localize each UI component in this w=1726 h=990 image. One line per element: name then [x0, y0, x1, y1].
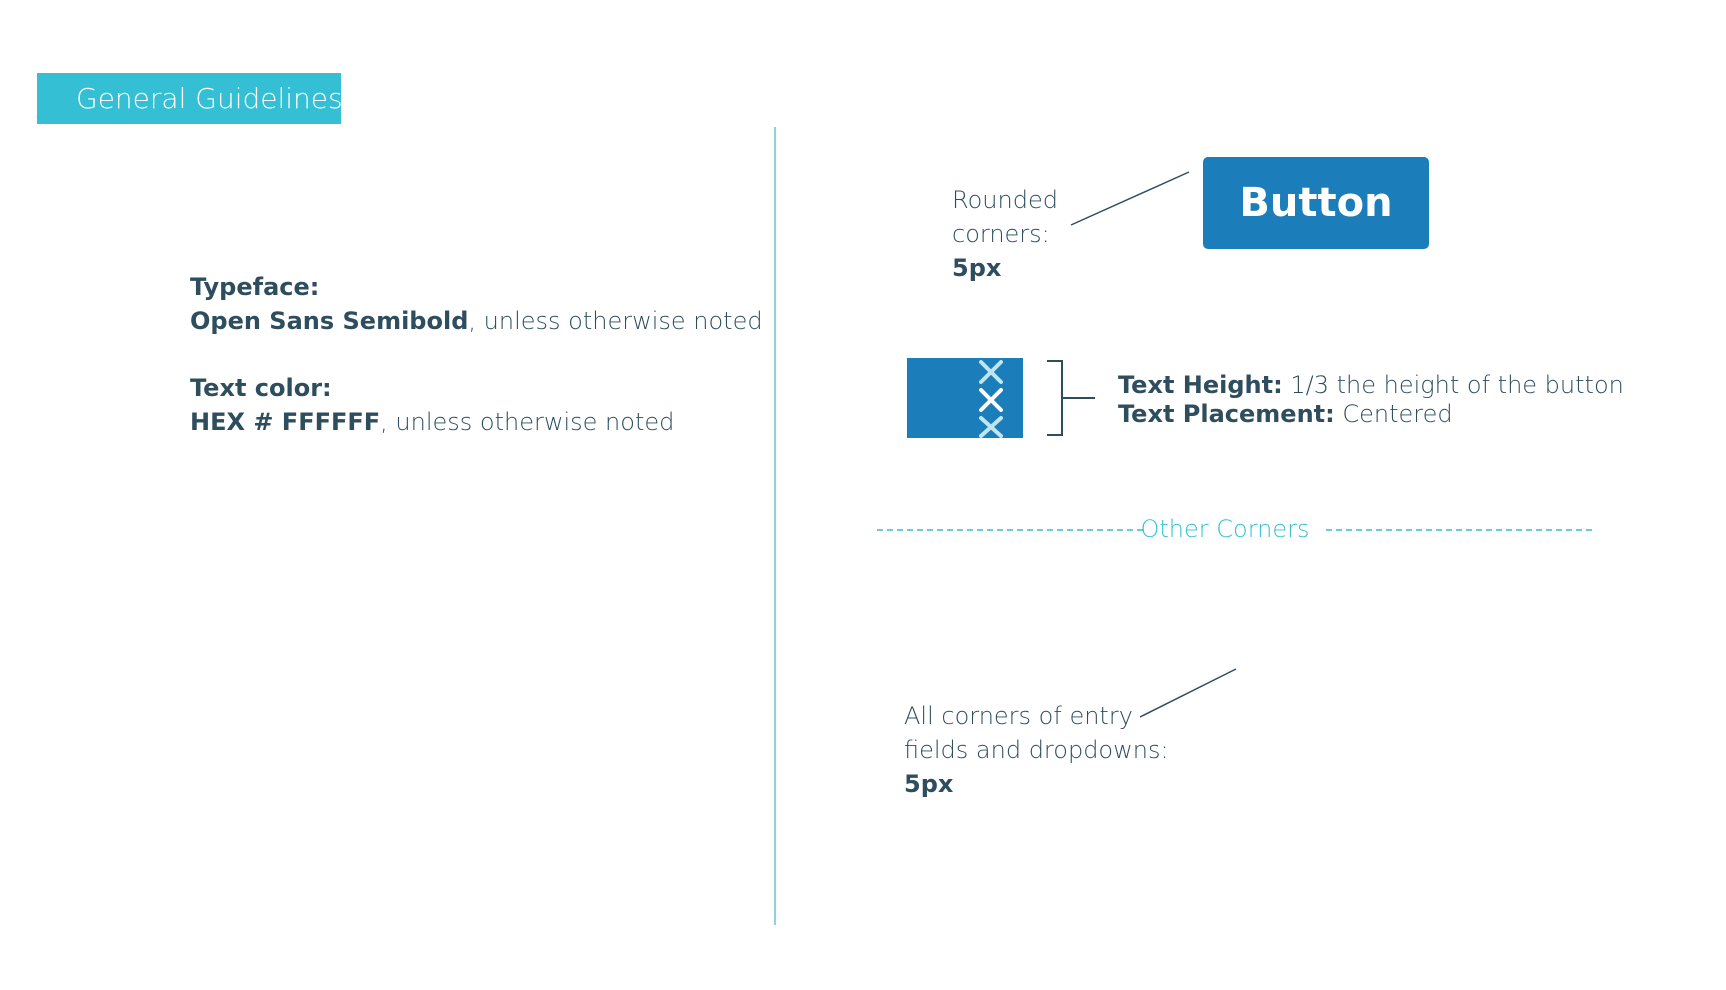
- typeface-note: , unless otherwise noted: [468, 307, 763, 335]
- rounded-label-line1: Rounded: [952, 186, 1058, 214]
- other-corners-label-line1: All corners of entry: [904, 702, 1133, 730]
- sample-button: Button: [1203, 157, 1429, 249]
- other-corners-label-line2: fields and dropdowns:: [904, 736, 1169, 764]
- other-corners-heading: Other Corners: [1140, 515, 1310, 543]
- text-height-label: Text Height:: [1118, 371, 1283, 399]
- text-color-heading: Text color:: [190, 374, 332, 402]
- text-placement-value: Centered: [1334, 400, 1453, 428]
- text-color-value: HEX # FFFFFF: [190, 408, 381, 436]
- section-title-tag: General Guidelines: [37, 73, 341, 124]
- rounded-corner-pointer-line: [1071, 172, 1189, 225]
- other-corners-value: 5px: [904, 770, 954, 798]
- other-corners-pointer-line: [1140, 669, 1236, 717]
- text-color-note: , unless otherwise noted: [380, 408, 675, 436]
- rounded-value: 5px: [952, 254, 1002, 282]
- rounded-label-line2: corners:: [952, 220, 1050, 248]
- text-height-x-mark-center: [981, 390, 1001, 410]
- typeface-name: Open Sans Semibold: [190, 307, 469, 335]
- text-height-value: 1/3 the height of the button: [1282, 371, 1624, 399]
- text-placement-label: Text Placement:: [1118, 400, 1335, 428]
- typeface-heading: Typeface:: [190, 273, 320, 301]
